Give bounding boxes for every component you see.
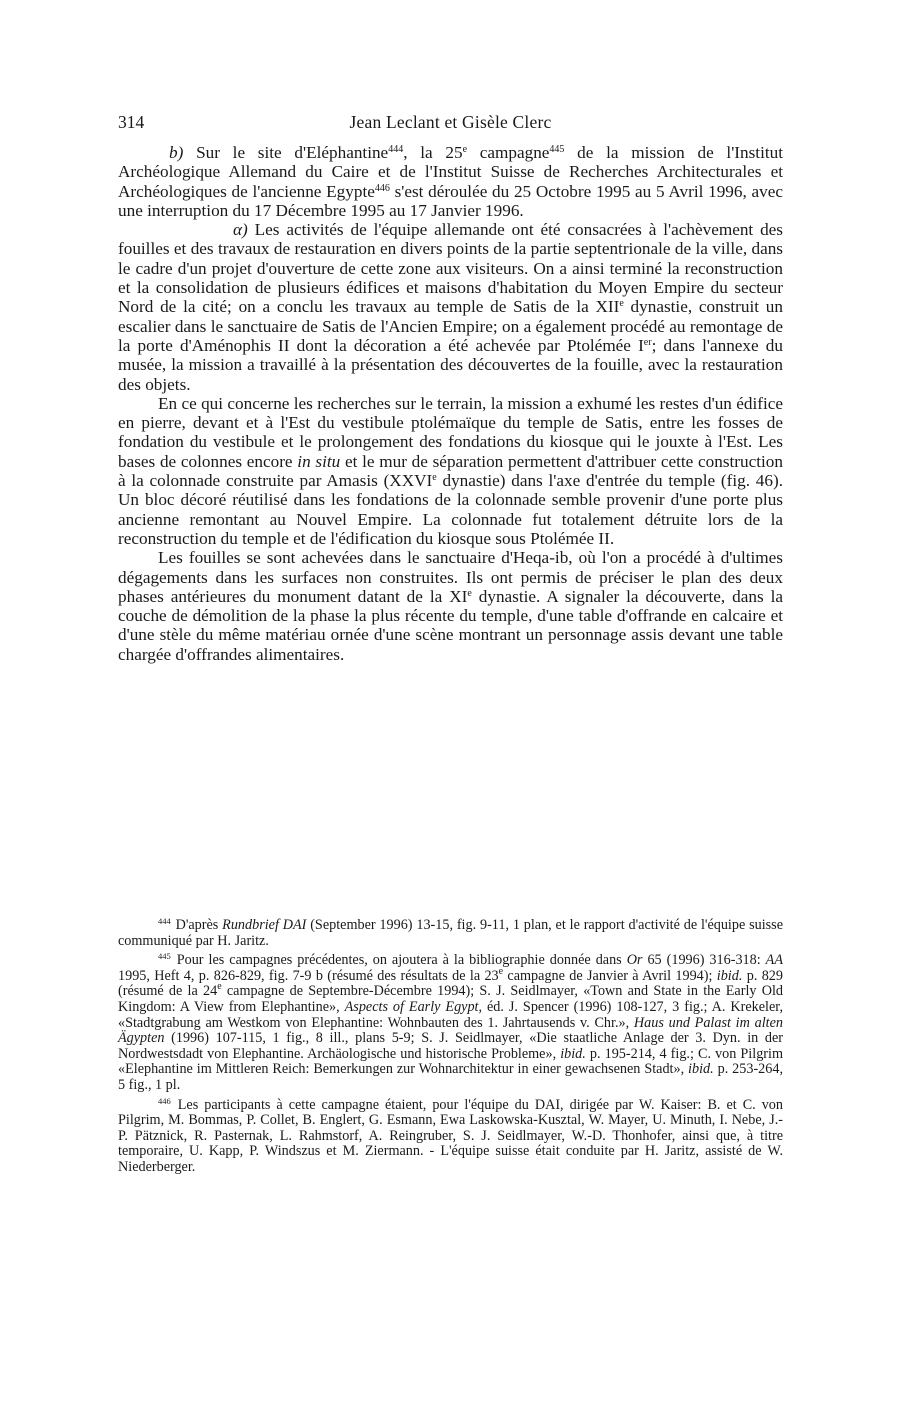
italic-term: in situ	[297, 451, 341, 471]
text-run: dynastie) dans l'axe d'entrée du temple (fig. 46). Un bloc décoré réutilisé dans les fondations de la colonnade semble provenir d'une porte plus ancienne remontant au Nouvel Empire. La colonnade fut totalement détruite lors de la reconstruction du temple et de l'édification du kiosque sous Ptolémée II.	[118, 471, 783, 548]
running-title: Jean Leclant et Gisèle Clerc	[349, 112, 552, 132]
paragraph-b	[118, 143, 783, 220]
text-run: 65 (1996) 316-318:	[642, 952, 766, 969]
italic-term: Aspects of Early Egypt	[344, 998, 479, 1015]
text-run: campagne	[467, 143, 550, 162]
italic-term: ibid.	[716, 967, 743, 984]
italic-term: Haus und Palast im alten Ägypten	[118, 1014, 783, 1047]
paragraph-alpha	[118, 220, 783, 394]
footnote-ref-446[interactable]: 446	[374, 182, 390, 194]
section-marker-b: b)	[169, 143, 184, 162]
text-run: et le mur de séparation permettent d'attribuer cette construction à la colonnade construite par Amasis (XXVI	[118, 451, 783, 491]
italic-term: Or	[626, 952, 643, 969]
text-run: 1995, Heft 4, p. 826-829, fig. 7-9 b (résumé des résultats de la 23	[118, 967, 499, 984]
text-run: Pour les campagnes précédentes, on ajoutera à la bibliographie donnée dans	[171, 952, 627, 969]
ordinal-superscript: e	[619, 298, 624, 310]
text-run: campagne de Janvier à Avril 1994);	[503, 967, 717, 984]
footnote-ref-445[interactable]: 445	[549, 144, 565, 155]
text-run: Les fouilles se sont achevées dans le sanctuaire d'Heqa-ib, où l'on a procédé à d'ultimes dégagements dans les surfaces non construites. Ils ont permis de préciser le plan des deux phases antérieures du monument datant de la XI	[118, 548, 783, 606]
paragraph-heqa-ib	[118, 548, 783, 664]
text-run: campagne de Septembre-Décembre 1994); S. J. Seidlmayer, «Town and State in the Early Old Kingdom: A View from Elephantine»,	[118, 983, 783, 1015]
ordinal-superscript: e	[498, 965, 504, 977]
text-run: D'après	[171, 917, 223, 933]
paragraph-terrain	[118, 394, 783, 548]
text-run: p. 829 (résumé de la 24	[118, 967, 783, 1000]
text-run: Les participants à cette campagne étaient, pour l'équipe du DAI, dirigée par W. Kaiser: B. et C. von Pilgrim, M. Bommas, P. Collet, B. Englert, G. Esmann, Ewa Laskowska-Kusztal, W. Mayer, U. Minuth, I. Nebe, J.-P. Pätznick, R. Pasternak, L. Rahmstorf, A. Reingruber, S. J. Seidlmayer, W.-D. Thonhofer, ainsi que, à titre temporaire, U. Kapp, P. Windszus et M. Ziermann. - L'équipe suisse était conduite par H. Jaritz, assisté de W. Niederberger.	[118, 1096, 783, 1175]
italic-term: ibid.	[560, 1045, 586, 1062]
text-run: p. 253-264, 5 fig., 1 pl.	[118, 1061, 783, 1093]
text-run: , la 25	[403, 143, 463, 162]
footnotes	[118, 918, 783, 1180]
section-marker-alpha: α)	[233, 220, 248, 240]
text-run: ; dans l'annexe du musée, la mission a travaillé à la présentation des découvertes de la fouille, avec la restauration des objets.	[118, 335, 783, 394]
footnote-number: 446	[158, 1095, 171, 1106]
footnote-number: 444	[158, 916, 171, 926]
text-run: Les activités de l'équipe allemande ont été consacrées à l'achèvement des fouilles et des travaux de restauration en divers points de la partie septentrionale de la ville, dans le cadre d'un projet d'ouverture de cette zone aux visiteurs. On a ainsi terminé la reconstruction et la consolidation de plusieurs édifices et maisons d'habitation du Moyen Empire du secteur Nord de la cité; on a conclu les travaux au temple de Satis de la XII	[118, 220, 783, 317]
ordinal-superscript: er	[643, 336, 652, 348]
italic-term: AA	[765, 952, 783, 969]
ordinal-superscript: e	[467, 587, 472, 599]
footnote-number: 445	[158, 951, 171, 962]
page-number: 314	[118, 112, 145, 132]
ordinal-superscript: e	[432, 472, 437, 484]
text-run: de la mission de l'Institut Archéologique Allemand du Caire et de l'Institut Suisse de Recherches Architecturales et Archéologiques de l'ancienne Egypte	[118, 143, 783, 201]
body-text	[118, 143, 783, 664]
text-run: dynastie. A signaler la découverte, dans la couche de démolition de la phase la plus récente du temple, d'une table d'offrande en calcaire et d'une stèle du même matériau ornée d'une scène montrant un personnage assis devant une table chargée d'offrandes alimentaires.	[118, 586, 783, 664]
text-run: (September 1996) 13-15, fig. 9-11, 1 plan, et le rapport d'activité de l'équipe suisse communiqué par H. Jaritz.	[118, 917, 783, 949]
running-head	[118, 112, 783, 138]
text-run: En ce qui concerne les recherches sur le terrain, la mission a exhumé les restes d'un édifice en pierre, devant et à l'Est du vestibule ptolémaïque du temple de Satis, entre les fosses de fondation du vestibule et le prolongement des fondations du kiosque qui le jouxte à l'Est. Les bases de colonnes encore	[118, 393, 783, 471]
footnote-444	[118, 918, 783, 949]
footnote-445	[118, 953, 783, 1093]
text-run: dynastie, construit un escalier dans le sanctuaire de Satis de l'Ancien Empire; on a également procédé au remontage de la porte d'Aménophis II dont la décoration a été achevée par Ptolémée I	[118, 297, 783, 355]
italic-term: Rundbrief DAI	[222, 917, 307, 933]
footnote-446	[118, 1095, 783, 1176]
text-run: Sur le site d'Eléphantine	[183, 143, 389, 162]
italic-term: ibid.	[688, 1061, 714, 1078]
text-run: s'est déroulée du 25 Octobre 1995 au 5 Avril 1996, avec une interruption du 17 Décembre 1995 au 17 Janvier 1996.	[118, 181, 783, 220]
page	[118, 112, 783, 1175]
text-run: , éd. J. Spencer (1996) 108-127, 3 fig.; A. Krekeler, «Stadtgrabung am Westkom von Elephantine: Wohnbauten des 1. Jahrtausends v. Chr.»,	[118, 998, 783, 1031]
footnote-ref-444[interactable]: 444	[388, 144, 404, 155]
ordinal-superscript: e	[462, 144, 468, 155]
text-run: p. 195-214, 4 fig.; C. von Pilgrim «Elephantine im Mittleren Reich: Bemerkungen zur Wohnarchitektur in einer gewachsenen Stadt»,	[118, 1045, 783, 1078]
text-run: (1996) 107-115, 1 fig., 8 ill., plans 5-9; S. J. Seidlmayer, «Die staatliche Anlage der 3. Dyn. in der Nordwestsdadt von Elephantine. Archäologische und historische Probleme»,	[118, 1030, 783, 1062]
ordinal-superscript: e	[217, 981, 222, 993]
